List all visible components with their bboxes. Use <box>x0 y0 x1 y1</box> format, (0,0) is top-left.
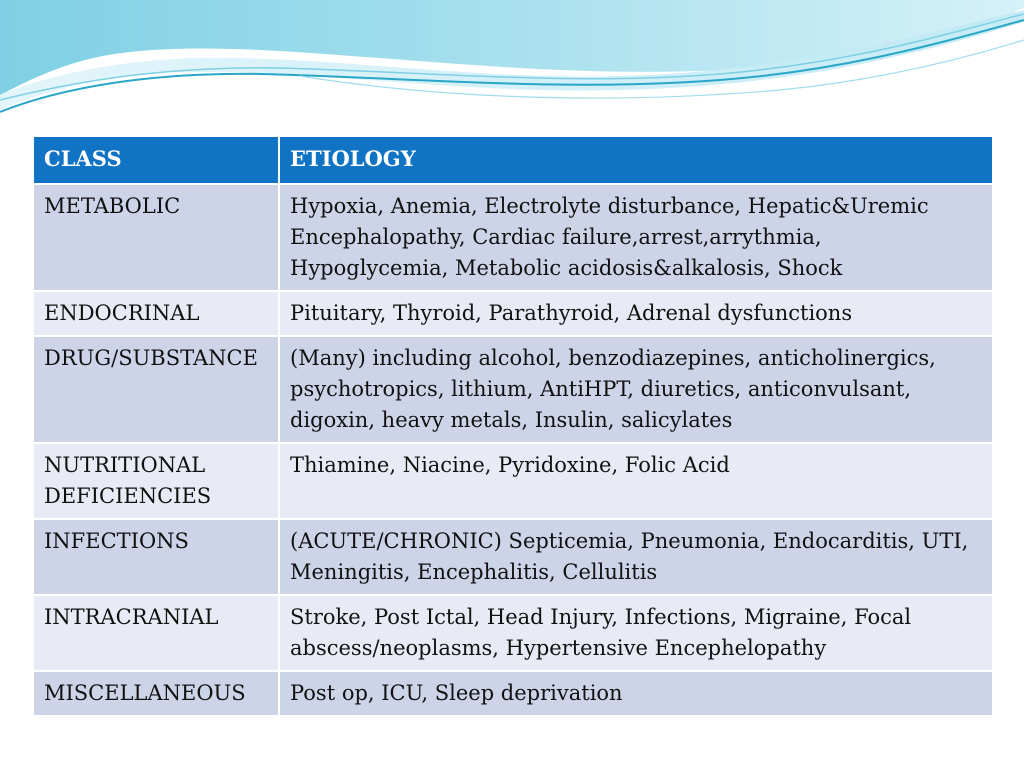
class-cell: INTRACRANIAL <box>33 595 279 671</box>
table-row <box>33 184 993 291</box>
table-row <box>33 595 993 671</box>
table-header-row <box>33 136 993 184</box>
class-cell: ENDOCRINAL <box>33 291 279 336</box>
etiology-cell: Hypoxia, Anemia, Electrolyte disturbance, Hepatic&Uremic Encephalopathy, Cardiac failure,arrest,arrythmia, Hypoglycemia, Metabolic acidosis&alkalosis, Shock <box>279 184 993 291</box>
etiology-table-container <box>32 135 992 717</box>
table-row <box>33 671 993 716</box>
etiology-cell: Pituitary, Thyroid, Parathyroid, Adrenal dysfunctions <box>279 291 993 336</box>
class-cell: DRUG/SUBSTANCE <box>33 336 279 443</box>
class-cell: MISCELLANEOUS <box>33 671 279 716</box>
etiology-cell: Post op, ICU, Sleep deprivation <box>279 671 993 716</box>
etiology-cell: (ACUTE/CHRONIC) Septicemia, Pneumonia, Endocarditis, UTI, Meningitis, Encephalitis, Cellulitis <box>279 519 993 595</box>
etiology-cell: Thiamine, Niacine, Pyridoxine, Folic Acid <box>279 443 993 519</box>
table-row <box>33 291 993 336</box>
table-row <box>33 336 993 443</box>
class-cell: NUTRITIONAL DEFICIENCIES <box>33 443 279 519</box>
wave-header-decoration <box>0 0 1024 130</box>
table-row <box>33 443 993 519</box>
etiology-table <box>32 135 994 717</box>
table-row <box>33 519 993 595</box>
etiology-cell: Stroke, Post Ictal, Head Injury, Infections, Migraine, Focal abscess/neoplasms, Hypertensive Encephelopathy <box>279 595 993 671</box>
class-cell: INFECTIONS <box>33 519 279 595</box>
class-cell: METABOLIC <box>33 184 279 291</box>
etiology-cell: (Many) including alcohol, benzodiazepines, anticholinergics, psychotropics, lithium, AntiHPT, diuretics, anticonvulsant, digoxin, heavy metals, Insulin, salicylates <box>279 336 993 443</box>
header-etiology: ETIOLOGY <box>279 136 993 184</box>
header-class: CLASS <box>33 136 279 184</box>
